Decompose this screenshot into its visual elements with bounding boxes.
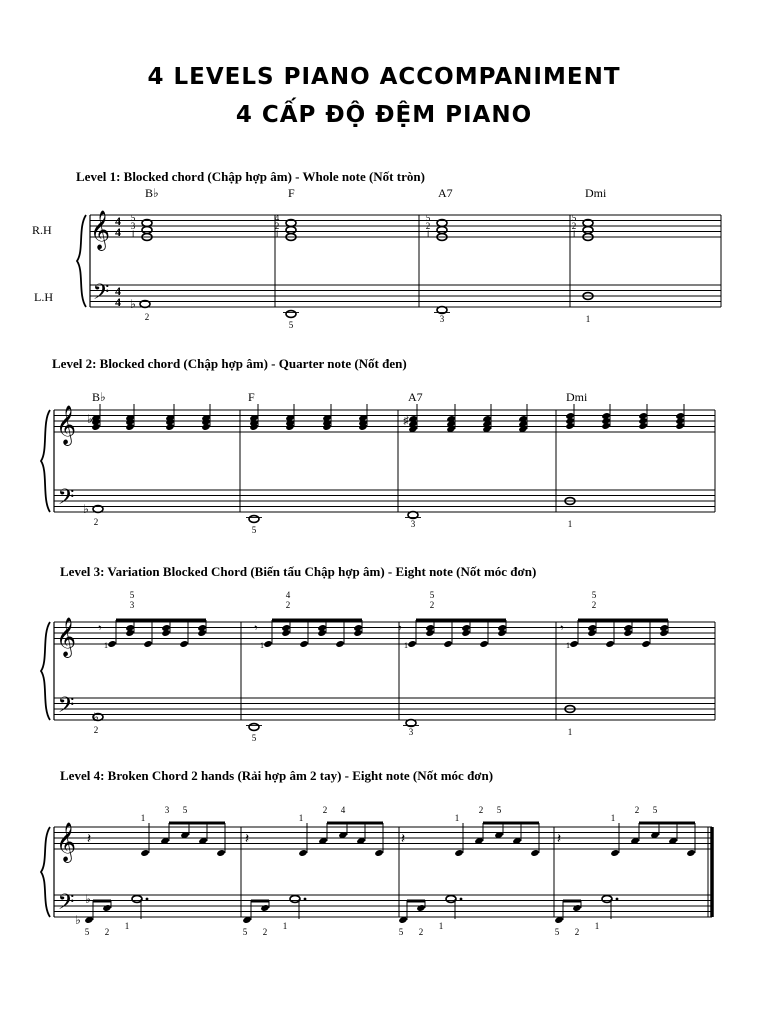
note-head: [298, 849, 307, 857]
note-head: [335, 640, 344, 648]
note-head: [143, 640, 152, 648]
fingering-number: 5: [652, 805, 658, 815]
fingering-number: 1: [274, 229, 280, 239]
fingering-number: 1: [124, 921, 130, 931]
dot: [616, 898, 619, 901]
sharp-sign: ♯: [403, 415, 409, 427]
note-head: [572, 904, 581, 912]
brace: [41, 827, 50, 917]
note-head: [587, 629, 596, 637]
chord-symbol: A7: [408, 390, 423, 404]
rest: 𝄽: [556, 832, 562, 847]
fingering-number: 1: [567, 727, 573, 737]
note-head: [530, 849, 539, 857]
right-hand-label: R.H: [32, 223, 52, 237]
fingering-number: 2: [478, 805, 484, 815]
fingering-number: 1: [454, 813, 460, 823]
fingering-number: 1: [567, 519, 573, 529]
note-head: [638, 422, 647, 430]
page-subtitle: 4 CẤP ĐỘ ĐỆM PIANO: [235, 102, 533, 128]
note-head: [437, 227, 447, 234]
fingering-number: 5: [129, 590, 135, 600]
fingering-number: 2: [322, 805, 328, 815]
rest: 𝄽: [400, 832, 406, 847]
note-head: [317, 629, 326, 637]
fingering-number: 5: [251, 733, 257, 743]
fingering-number: 3: [129, 600, 135, 610]
fingering-number: 4: [285, 590, 291, 600]
dot: [146, 898, 149, 901]
fingering-number: 1: [404, 641, 408, 650]
fingering-number: 4: [274, 213, 280, 223]
fingering-number: 3: [439, 314, 445, 324]
fingering-number: 4: [340, 805, 346, 815]
note-head: [443, 640, 452, 648]
note-head: [299, 640, 308, 648]
chord-symbol: B♭: [145, 186, 159, 200]
fingering-number: 5: [591, 590, 597, 600]
fingering-number: 2: [274, 221, 280, 231]
fingering-number: 1: [140, 813, 146, 823]
fingering-number: 1: [594, 921, 600, 931]
note-head: [102, 904, 111, 912]
chord-symbol: B♭: [92, 390, 106, 404]
fingering-number: 5: [84, 927, 90, 937]
fingering-number: 3: [130, 221, 136, 231]
note-head: [659, 629, 668, 637]
note-head: [416, 904, 425, 912]
level-4-label: Level 4: Broken Chord 2 hands (Rải hợp âm 2 tay) - Eight note (Nốt móc đơn): [60, 768, 494, 783]
note-head: [454, 849, 463, 857]
treble-clef: 𝄞: [55, 824, 77, 861]
note-head: [263, 640, 272, 648]
note-head: [623, 629, 632, 637]
level-3-label: Level 3: Variation Blocked Chord (Biến tấu Chập hợp âm) - Eight note (Nốt móc đơn): [60, 564, 537, 579]
note-head: [353, 629, 362, 637]
fingering-number: 2: [571, 221, 577, 231]
fingering-number: 1: [425, 229, 431, 239]
time-signature: 4: [115, 295, 121, 309]
fingering-number: 1: [298, 813, 304, 823]
flat-sign: ♭: [75, 913, 81, 927]
bass-clef: 𝄢: [57, 485, 75, 514]
note-head: [142, 227, 152, 234]
fingering-number: 5: [571, 213, 577, 223]
note-head: [641, 640, 650, 648]
note-head: [461, 629, 470, 637]
note-head: [675, 422, 684, 430]
rest: 𝄽: [244, 832, 250, 847]
brace: [41, 410, 50, 512]
fingering-number: 5: [242, 927, 248, 937]
fingering-number: 2: [429, 600, 435, 610]
brace: [41, 622, 50, 720]
rest: 𝄾: [98, 621, 102, 635]
level-2-label: Level 2: Blocked chord (Chập hợp âm) - Quarter note (Nốt đen): [52, 356, 407, 371]
time-signature: 4: [115, 214, 121, 228]
fingering-number: 5: [130, 213, 136, 223]
note-head: [605, 640, 614, 648]
dot: [460, 898, 463, 901]
note-head: [425, 629, 434, 637]
flat-sign: ♭: [93, 710, 99, 724]
fingering-number: 2: [285, 600, 291, 610]
fingering-number: 1: [610, 813, 616, 823]
fingering-number: 1: [571, 229, 577, 239]
note-head: [140, 849, 149, 857]
fingering-number: 5: [288, 320, 294, 330]
note-head: [281, 629, 290, 637]
fingering-number: 2: [104, 927, 110, 937]
note-head: [286, 311, 296, 318]
fingering-number: 5: [251, 525, 257, 535]
fingering-number: 5: [425, 213, 431, 223]
bass-clef: 𝄢: [57, 890, 75, 919]
fingering-number: 2: [93, 725, 99, 735]
note-head: [249, 516, 259, 523]
fingering-number: 1: [282, 921, 288, 931]
treble-clef: 𝄞: [89, 212, 111, 249]
fingering-number: 2: [262, 927, 268, 937]
note-head: [565, 422, 574, 430]
note-head: [686, 849, 695, 857]
chord-symbol: F: [288, 186, 295, 200]
bass-clef: 𝄢: [92, 280, 110, 309]
flat-sign: ♭: [83, 502, 89, 516]
note-head: [125, 629, 134, 637]
fingering-number: 5: [398, 927, 404, 937]
note-head: [610, 849, 619, 857]
fingering-number: 1: [104, 641, 108, 650]
fingering-number: 2: [591, 600, 597, 610]
fingering-number: 1: [438, 921, 444, 931]
note-head: [583, 227, 593, 234]
note-head: [569, 640, 578, 648]
note-head: [165, 423, 174, 431]
note-head: [497, 629, 506, 637]
fingering-number: 2: [634, 805, 640, 815]
level-1-label: Level 1: Blocked chord (Chập hợp âm) - Whole note (Nốt tròn): [76, 169, 425, 184]
fingering-number: 5: [182, 805, 188, 815]
note-head: [216, 849, 225, 857]
fingering-number: 2: [144, 312, 150, 322]
fingering-number: 1: [585, 314, 591, 324]
time-signature: 4: [115, 225, 121, 239]
rest: 𝄾: [560, 621, 564, 635]
brace: [77, 215, 86, 307]
fingering-number: 1: [566, 641, 570, 650]
note-head: [374, 849, 383, 857]
chord-symbol: Dmi: [566, 390, 588, 404]
note-head: [260, 904, 269, 912]
note-head: [125, 423, 134, 431]
flat-sign: ♭: [130, 297, 136, 311]
treble-clef: 𝄞: [55, 407, 77, 444]
note-head: [197, 629, 206, 637]
rest: 𝄾: [254, 621, 258, 635]
dot: [304, 898, 307, 901]
fingering-number: 1: [130, 229, 136, 239]
note-head: [179, 640, 188, 648]
fingering-number: 2: [574, 927, 580, 937]
fingering-number: 2: [93, 517, 99, 527]
fingering-number: 5: [429, 590, 435, 600]
note-head: [161, 629, 170, 637]
note-head: [201, 423, 210, 431]
fingering-number: 2: [418, 927, 424, 937]
fingering-number: 3: [164, 805, 170, 815]
note-head: [407, 640, 416, 648]
chord-symbol: Dmi: [585, 186, 607, 200]
fingering-number: 5: [496, 805, 502, 815]
note-head: [479, 640, 488, 648]
rest: 𝄾: [398, 621, 402, 635]
rest: 𝄽: [86, 832, 92, 847]
note-head: [601, 422, 610, 430]
fingering-number: 3: [408, 727, 414, 737]
chord-symbol: F: [248, 390, 255, 404]
fingering-number: 3: [410, 519, 416, 529]
time-signature: 4: [115, 284, 121, 298]
note-head: [249, 724, 259, 731]
page-title: 4 LEVELS PIANO ACCOMPANIMENT: [147, 64, 621, 90]
note-head: [286, 227, 296, 234]
chord-symbol: A7: [438, 186, 453, 200]
fingering-number: 2: [425, 221, 431, 231]
note-head: [107, 640, 116, 648]
treble-clef: 𝄞: [55, 619, 77, 656]
flat-sign: ♭: [85, 892, 91, 906]
flat-sign: ♭: [87, 412, 93, 426]
left-hand-label: L.H: [34, 290, 53, 304]
bass-clef: 𝄢: [57, 693, 75, 722]
fingering-number: 5: [554, 927, 560, 937]
fingering-number: 1: [260, 641, 264, 650]
